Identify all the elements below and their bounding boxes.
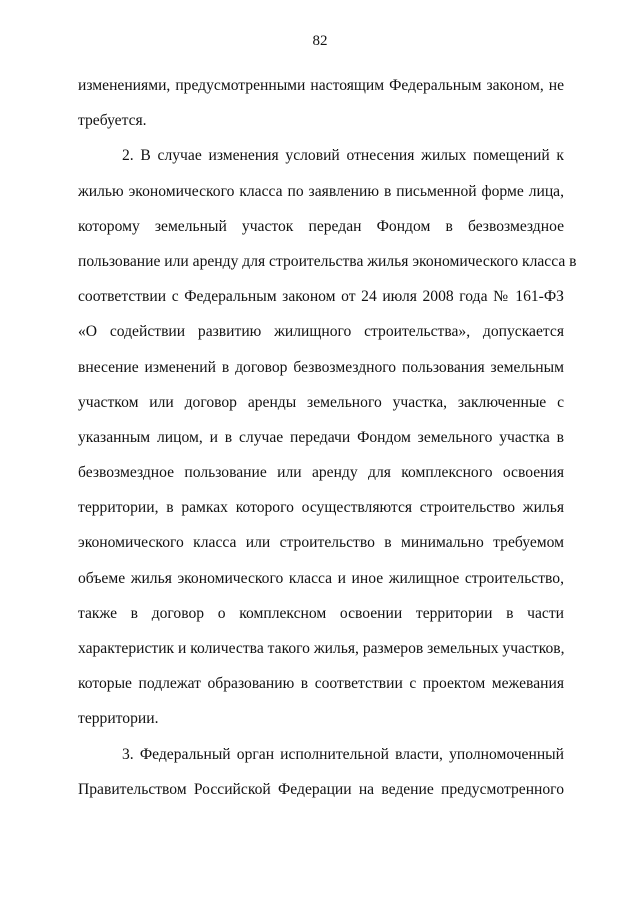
text-line: которые подлежат образованию в соответствии с проектом межевания	[78, 675, 564, 693]
paragraph-3	[78, 737, 564, 807]
paragraph-2	[78, 138, 577, 736]
document-body	[78, 68, 577, 807]
paragraph-1	[78, 68, 564, 138]
text-line: изменениями, предусмотренными настоящим Федеральным законом, не	[78, 77, 564, 94]
text-line: жилью экономического класса по заявлению в письменной форме лица,	[78, 182, 564, 200]
text-line: 3. Федеральный орган исполнительной власти, уполномоченный	[122, 745, 564, 763]
text-line: 2. В случае изменения условий отнесения жилых помещений к	[122, 147, 564, 165]
text-line: безвозмездное пользование или аренду для комплексного освоения	[78, 464, 564, 482]
text-line: территории.	[78, 710, 159, 728]
text-line: также в договор о комплексном освоении территории в части	[78, 604, 564, 622]
text-line: «О содействии развитию жилищного строительства», допускается	[78, 323, 564, 341]
text-line: территории, в рамках которого осуществляются строительство жилья	[78, 499, 564, 517]
text-line: требуется.	[78, 112, 147, 130]
text-line: характеристик и количества такого жилья, размеров земельных участков,	[78, 640, 565, 657]
text-line: которому земельный участок передан Фондом в безвозмездное	[78, 217, 564, 235]
page-number: 82	[312, 33, 328, 49]
text-line: объеме жилья экономического класса и иное жилищное строительство,	[78, 569, 564, 587]
text-line: соответствии с Федеральным законом от 24 июля 2008 года № 161-ФЗ	[78, 288, 564, 306]
text-line: пользование или аренду для строительства жилья экономического класса в	[78, 252, 577, 270]
text-line: указанным лицом, и в случае передачи Фондом земельного участка в	[78, 428, 564, 446]
text-line: участком или договор аренды земельного участка, заключенные с	[78, 393, 564, 411]
text-line: Правительством Российской Федерации на ведение предусмотренного	[78, 780, 564, 798]
text-line: внесение изменений в договор безвозмездного пользования земельным	[78, 358, 564, 376]
text-line: экономического класса или строительство в минимально требуемом	[78, 534, 564, 552]
